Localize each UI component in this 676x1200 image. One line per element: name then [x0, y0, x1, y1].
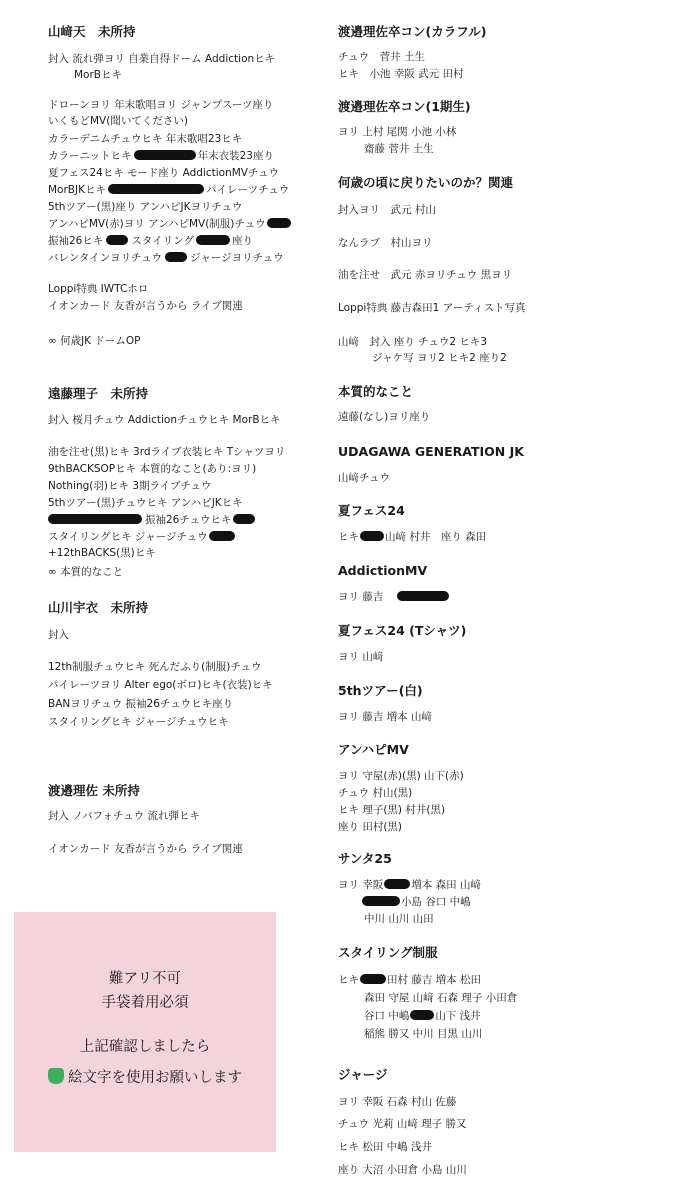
redaction-mark [108, 184, 204, 194]
list-item: イオンカード 友香が言うから ライブ関連 [48, 300, 243, 312]
list-item: パイレーツヨリ Alter ego(ボロ)ヒキ(衣装)ヒキ [48, 679, 273, 691]
list-item: MorBJKヒキ パイレーツチュウ [48, 184, 290, 196]
list-item: カラーニットヒキ 年末衣装23座り [48, 150, 274, 162]
redaction-mark [397, 591, 449, 601]
list-item: 座り 大沼 小田倉 小島 山川 [338, 1164, 467, 1176]
notice-box [14, 912, 276, 1152]
redaction-mark [410, 1010, 434, 1020]
list-item: ジャケ写 ヨリ2 ヒキ2 座り2 [372, 352, 507, 364]
redaction-mark [48, 514, 142, 524]
section-title: 本質的なこと [338, 384, 414, 399]
list-item: スタイリングヒキ ジャージチュウヒキ [48, 716, 229, 728]
list-item: 5thツアー(黒)座り アンハピJKヨリチュウ [48, 201, 243, 213]
section-title: 夏フェス24 (Tシャツ) [338, 623, 467, 638]
list-item: カラーデニムチュウヒキ 年末歌唱23ヒキ [48, 133, 243, 145]
notice-line: 手袋着用必須 [101, 995, 189, 1011]
list-item: イオンカード 友香が言うから ライブ関連 [48, 843, 243, 855]
redaction-mark [267, 218, 291, 228]
section-title: AddictionMV [338, 563, 428, 578]
list-item: ドローンヨリ 年末歌唱ヨリ ジャンプスーツ座り [48, 99, 274, 111]
section-title: 渡邉理佐卒コン(カラフル) [338, 24, 487, 39]
list-item: ヨリ 幸阪 増本 森田 山﨑 [338, 879, 482, 891]
list-item: いくもどMV(聞いてください) [48, 115, 188, 127]
list-item: 夏フェス24ヒキ モード座り AddictionMVチュウ [48, 167, 280, 179]
section-title: サンタ25 [338, 851, 392, 866]
notice-line: 上記確認しましたら [79, 1039, 211, 1055]
list-item: 封入 流れ弾ヨリ 自業自得ドーム Addictionヒキ [48, 53, 276, 65]
section-title: 夏フェス24 [338, 503, 405, 518]
list-item: 振袖26チュウヒキ [48, 513, 255, 527]
list-item: アンハピMV(赤)ヨリ アンハピMV(制服)チュウ [48, 217, 291, 231]
list-item: 封入ヨリ 武元 村山 [338, 204, 436, 216]
list-item: ヒキ 理子(黒) 村井(黒) [338, 804, 446, 816]
redaction-mark [384, 879, 410, 889]
list-item: 谷口 中嶋 山下 浅井 [364, 1010, 481, 1022]
section-title: 渡邉理佐卒コン(1期生) [338, 99, 471, 114]
section-title-endo: 遠藤理子 未所持 [48, 386, 149, 401]
list-item: BANヨリチュウ 振袖26チュウヒキ座り [48, 698, 234, 710]
list-item: スタイリングヒキ ジャージチュウ [48, 530, 235, 544]
notice-line: 絵文字を使用お願いします [14, 1068, 276, 1088]
list-item: 封入 [48, 629, 69, 641]
section-title-yamakawa: 山川宇衣 未所持 [48, 600, 149, 615]
list-item: Loppi特典 IWTCホロ [48, 283, 149, 295]
list-item: 齋藤 菅井 土生 [364, 143, 434, 155]
redaction-mark [233, 514, 255, 524]
green-glove-icon [48, 1068, 64, 1084]
list-item: 5thツアー(黒)チュウヒキ アンハピJKヒキ [48, 497, 243, 509]
list-item: チュウ 菅井 土生 [338, 51, 426, 63]
list-item: 12th制服チュウヒキ 死んだふり(制服)チュウ [48, 661, 262, 673]
section-title: 5thツアー(白) [338, 683, 423, 698]
list-item: ヒキ 松田 中嶋 浅井 [338, 1141, 433, 1153]
redaction-mark [362, 896, 400, 906]
list-item: 遠藤(なし)ヨリ座り [338, 411, 431, 423]
redaction-mark [134, 150, 196, 160]
list-item: +12thBACKS(黒)ヒキ [48, 547, 156, 559]
list-item: MorBヒキ [74, 69, 123, 81]
list-item: 振袖26ヒキ スタイリング 座り [48, 235, 253, 247]
redaction-mark [165, 252, 187, 262]
list-item: ヨリ 上村 尾関 小池 小林 [338, 126, 457, 138]
list-item: 9thBACKSOPヒキ 本質的なこと(あり:ヨリ) [48, 463, 257, 475]
list-item: 小島 谷口 中嶋 [362, 895, 471, 909]
section-title-watanabe: 渡邉理佐 未所持 [48, 783, 140, 798]
list-item: 中川 山川 山田 [364, 913, 434, 925]
section-title: 何歳の頃に戻りたいのか？関連 [338, 175, 514, 190]
redaction-mark [360, 974, 386, 984]
list-item: 油を注せ(黒)ヒキ 3rdライブ衣装ヒキ Tシャツヨリ [48, 446, 286, 458]
list-item: 油を注せ 武元 赤ヨリチュウ 黒ヨリ [338, 269, 513, 281]
list-item: 封入 ノバフォチュウ 流れ弾ヒキ [48, 810, 200, 822]
section-title: ジャージ [338, 1067, 388, 1082]
section-title: スタイリング制服 [338, 945, 438, 960]
list-item: Loppi特典 藤吉森田1 アーティスト写真 [338, 302, 526, 314]
list-item: 封入 桜月チュウ Addictionチュウヒキ MorBヒキ [48, 414, 281, 426]
list-item: チュウ 村山(黒) [338, 787, 413, 799]
list-item: ヨリ 藤吉 増本 山﨑 [338, 711, 433, 723]
list-item: ヒキ 小池 幸阪 武元 田村 [338, 68, 464, 80]
list-item: ∞ 何歳JK ドームOP [48, 335, 141, 347]
list-item: 稲熊 勝又 中川 目黒 山川 [364, 1028, 483, 1040]
list-item: ヒキ 田村 藤吉 増本 松田 [338, 974, 482, 986]
redaction-mark [209, 531, 235, 541]
list-item: ヒキ 山﨑 村井 座り 森田 [338, 531, 487, 543]
notice-line: 難アリ不可 [109, 971, 181, 987]
list-item: ヨリ 守屋(赤)(黒) 山下(赤) [338, 770, 464, 782]
redaction-mark [360, 531, 384, 541]
redaction-mark [196, 235, 230, 245]
list-item: Nothing(羽)ヒキ 3期ライブチュウ [48, 480, 212, 492]
list-item: ヨリ 幸阪 石森 村山 佐藤 [338, 1096, 457, 1108]
list-item: 座り 田村(黒) [338, 821, 403, 833]
list-item: なんラブ 村山ヨリ [338, 237, 433, 249]
list-item: 森田 守屋 山﨑 石森 理子 小田倉 [364, 992, 518, 1004]
redaction-mark [106, 235, 128, 245]
section-title: アンハピMV [338, 742, 409, 757]
list-item: ヨリ 藤吉 [338, 590, 449, 604]
list-item: バレンタインヨリチュウ ジャージヨリチュウ [48, 252, 284, 264]
list-item: 山﨑 封入 座り チュウ2 ヒキ3 [338, 336, 488, 348]
list-item: ヨリ 山﨑 [338, 651, 384, 663]
section-title: UDAGAWA GENERATION JK [338, 444, 524, 459]
list-item: ∞ 本質的なこと [48, 566, 124, 578]
section-title-yamasaki: 山﨑天 未所持 [48, 24, 136, 39]
list-item: 山﨑チュウ [338, 472, 391, 484]
list-item: チュウ 光莉 山﨑 理子 勝又 [338, 1118, 467, 1130]
